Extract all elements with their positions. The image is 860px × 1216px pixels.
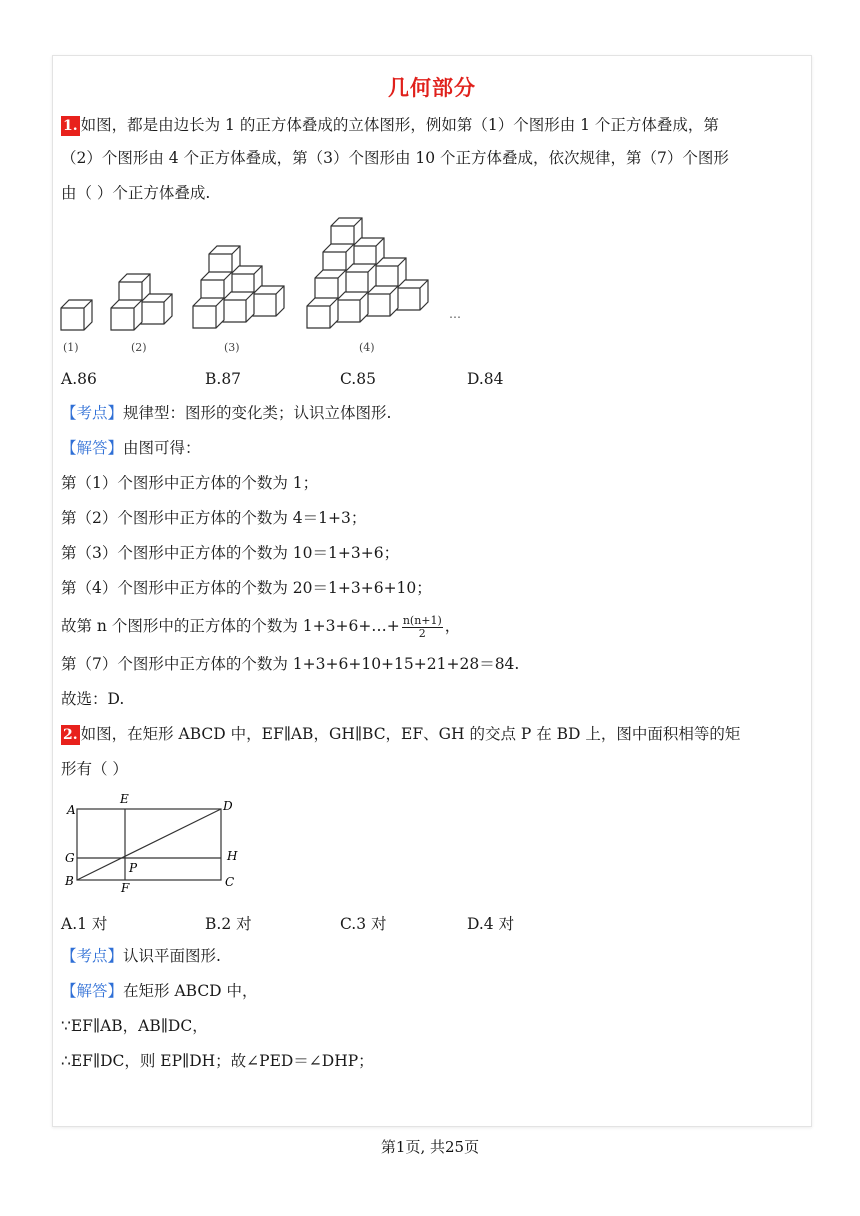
cube-figure-label-2: (2) bbox=[131, 341, 147, 354]
q2-option-d: D.4 对 bbox=[467, 915, 515, 933]
cube-figure-ellipsis: … bbox=[449, 307, 461, 321]
point-label-p: P bbox=[129, 861, 138, 875]
q1-option-d: D.84 bbox=[467, 370, 504, 388]
point-label-b: B bbox=[65, 874, 74, 888]
point-label-c: C bbox=[225, 875, 235, 889]
page-title: 几何部分 bbox=[388, 75, 476, 100]
point-label-d: D bbox=[223, 799, 233, 813]
q2-jieda-tag: 【解答】 bbox=[61, 982, 124, 1000]
cube-figure-label-1: (1) bbox=[63, 341, 79, 354]
q1-jieda-tag: 【解答】 bbox=[61, 439, 124, 457]
q2-rectangle-figure bbox=[59, 790, 259, 894]
cube-figure-1 bbox=[61, 300, 92, 330]
q1-option-b: B.87 bbox=[205, 370, 242, 388]
q1-stem-line-2: （2）个图形由 4 个正方体叠成，第（3）个图形由 10 个正方体叠成，依次规律，第（7）个图形 bbox=[61, 149, 729, 167]
q2-reason-line-2: ∴EF∥DC，则 EP∥DH；故∠PED＝∠DHP； bbox=[61, 1052, 374, 1070]
q1-stem-text-1: 如图，都是由边长为 1 的正方体叠成的立体图形，例如第（1）个图形由 1 个正方体叠成，第 bbox=[80, 116, 719, 134]
q2-reason-line-1: ∵EF∥AB，AB∥DC， bbox=[61, 1017, 208, 1035]
q1-kaodian-tag: 【考点】 bbox=[61, 404, 124, 422]
q1-general-prefix: 故第 n 个图形中的正方体的个数为 1+3+6+…+ bbox=[61, 617, 400, 635]
q1-kaodian bbox=[61, 402, 391, 424]
q1-number-badge: 1. bbox=[63, 118, 78, 134]
point-label-g: G bbox=[65, 851, 75, 865]
q1-stem-line-3: 由（ ）个正方体叠成. bbox=[61, 184, 211, 202]
point-label-f: F bbox=[121, 881, 130, 894]
point-label-e: E bbox=[120, 792, 129, 806]
q1-jieda bbox=[61, 437, 201, 459]
q2-kaodian bbox=[61, 945, 221, 967]
document-page bbox=[52, 55, 812, 1127]
q1-option-c: C.85 bbox=[340, 370, 376, 388]
q1-step-1: 第（1）个图形中正方体的个数为 1； bbox=[61, 474, 319, 492]
q1-step-3: 第（3）个图形中正方体的个数为 10＝1+3+6； bbox=[61, 544, 400, 562]
fraction-numerator: n(n+1) bbox=[402, 613, 442, 627]
q1-step-2: 第（2）个图形中正方体的个数为 4＝1+3； bbox=[61, 509, 367, 527]
q2-option-c: C.3 对 bbox=[340, 915, 387, 933]
q2-jieda-text: 在矩形 ABCD 中， bbox=[123, 982, 258, 1000]
q2-option-a: A.1 对 bbox=[61, 915, 108, 933]
point-label-a: A bbox=[67, 803, 76, 817]
q1-general-fraction bbox=[402, 615, 443, 640]
q1-option-a: A.86 bbox=[61, 370, 97, 388]
q1-kaodian-text: 规律型：图形的变化类；认识立体图形. bbox=[123, 404, 392, 422]
q1-general-suffix: ， bbox=[444, 617, 461, 635]
q2-option-b: B.2 对 bbox=[205, 915, 252, 933]
cube-figure-label-3: (3) bbox=[224, 341, 240, 354]
q1-seventh-figure: 第（7）个图形中正方体的个数为 1+3+6+10+15+21+28＝84. bbox=[61, 655, 520, 673]
q2-stem-line-1 bbox=[61, 723, 740, 745]
fraction-denominator: 2 bbox=[418, 626, 426, 640]
cube-figure-2 bbox=[111, 274, 172, 330]
q2-kaodian-tag: 【考点】 bbox=[61, 947, 124, 965]
q2-stem-line-2: 形有（ ） bbox=[61, 760, 128, 778]
q2-stem-text-1: 如图，在矩形 ABCD 中，EF∥AB，GH∥BC，EF、GH 的交点 P 在 BD 上，图中面积相等的矩 bbox=[80, 725, 741, 743]
q1-general-formula bbox=[61, 611, 460, 641]
q2-kaodian-text: 认识平面图形. bbox=[123, 947, 221, 965]
q2-jieda bbox=[61, 980, 258, 1002]
cube-figure-3 bbox=[193, 246, 284, 328]
q2-number-badge: 2. bbox=[63, 727, 78, 743]
diagonal-bd bbox=[77, 809, 221, 880]
page-footer: 第1页, 共25页 bbox=[380, 1138, 480, 1156]
q1-stem-line-1 bbox=[61, 114, 719, 136]
q1-cube-figures bbox=[59, 214, 479, 364]
q1-step-4: 第（4）个图形中正方体的个数为 20＝1+3+6+10； bbox=[61, 579, 432, 597]
point-label-h: H bbox=[227, 849, 238, 863]
cube-figure-4 bbox=[307, 218, 428, 328]
cube-figure-label-4: (4) bbox=[359, 341, 375, 354]
q1-jieda-text: 由图可得： bbox=[123, 439, 201, 457]
q1-answer: 故选：D. bbox=[61, 690, 125, 708]
